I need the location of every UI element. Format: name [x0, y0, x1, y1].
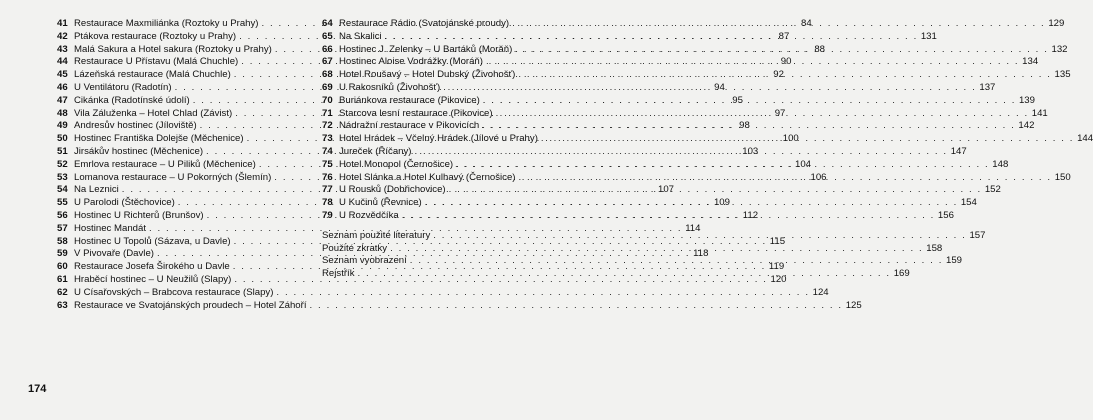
entry-number: 55	[57, 197, 68, 209]
entry-page: 124	[812, 286, 829, 298]
entry-number: 60	[57, 261, 68, 273]
entry-title: Cikánka (Radotínské údolí)	[74, 94, 190, 106]
entry-number: 63	[57, 299, 68, 311]
entry-page: 135	[1054, 69, 1071, 81]
entry-title: Restaurace Josefa Širokého u Davle	[74, 261, 230, 273]
entry-title: Hostinec J. Zelenky – U Bartáků (Morăň)	[339, 43, 513, 55]
toc-entry	[57, 286, 829, 300]
entry-number: 72	[322, 120, 333, 132]
entry-title: Lomanova restaurace – U Pokorných (Šlemín)	[74, 171, 272, 183]
entry-page: 148	[992, 158, 1009, 170]
entry-number: 42	[57, 30, 68, 42]
entry-title: U Císařovských – Brabcova restaurace (Slapy)	[74, 286, 274, 298]
entry-page: 147	[950, 145, 967, 157]
entry-number: 62	[57, 286, 68, 298]
entry-page: 131	[920, 30, 937, 42]
entry-title: Seznam vyobrazení	[322, 255, 407, 267]
dot-leader	[410, 255, 943, 268]
entry-title: Vila Záluženka – Hotel Chlad (Závist)	[74, 107, 233, 119]
dot-leader	[390, 243, 923, 256]
entry-page: 103	[742, 145, 759, 157]
entry-page: 107	[657, 184, 674, 196]
entry-number: 74	[322, 145, 333, 157]
entry-title: Hraběcí hostinec – U Neužilů (Slapy)	[74, 273, 232, 285]
dot-leader	[486, 56, 1019, 69]
entry-title: Hotel Slánka a Hotel Kulhavý (Černošice)	[339, 171, 516, 183]
dot-leader	[449, 184, 982, 197]
entry-number: 73	[322, 133, 333, 145]
entry-number: 61	[57, 273, 68, 285]
entry-page: 150	[1054, 171, 1071, 183]
entry-title: Hotel Hrádek – Včelný Hrádek (Jílové u Prahy)	[339, 133, 538, 145]
entry-number: 47	[57, 94, 68, 106]
entry-number: 44	[57, 56, 68, 68]
entry-number: 54	[57, 184, 68, 196]
entry-number: 64	[322, 18, 333, 29]
entry-page: 104	[795, 158, 812, 170]
entry-page: 118	[693, 248, 709, 260]
entry-title: Lázeňská restaurace (Malá Chuchle)	[74, 69, 231, 81]
entry-title: Restaurace Maxmiliánka (Roztoky u Prahy)	[74, 18, 259, 29]
entry-number: 79	[322, 209, 333, 221]
dot-leader	[482, 120, 1015, 133]
dot-leader	[310, 300, 843, 313]
entry-number: 65	[322, 30, 333, 42]
entry-title: Hostinec Mandát	[74, 222, 146, 234]
page-number: 174	[28, 383, 47, 395]
entry-title: U Rousků (Dobřichovice)	[339, 184, 446, 196]
entry-title: Použité zkratky	[322, 242, 388, 254]
dot-leader	[402, 210, 935, 223]
entry-page: 94	[714, 81, 725, 93]
entry-title: Hotel Roušavý – Hotel Dubský (Živohošť)	[339, 69, 516, 81]
entry-number: 52	[57, 158, 68, 170]
entry-number: 67	[322, 56, 333, 68]
entry-number: 59	[57, 248, 68, 260]
entry-page: 98	[739, 120, 750, 132]
entry-title: U Parolodi (Štěchovice)	[74, 197, 175, 209]
entry-number: 53	[57, 171, 68, 183]
entry-page: 144	[1077, 133, 1093, 145]
entry-page: 88	[814, 43, 826, 55]
entry-page: 114	[685, 222, 701, 234]
dot-leader	[518, 69, 1051, 82]
entry-page: 134	[1022, 56, 1039, 68]
entry-page: 125	[845, 299, 862, 311]
entry-title: Restaurace U Přístavu (Malá Chuchle)	[74, 56, 239, 68]
entry-title: Nádražní restaurace v Pikovicích	[339, 120, 480, 132]
entry-title: Hostinec U Topolů (Sázava, u Davle)	[74, 235, 231, 247]
entry-number: 50	[57, 133, 68, 145]
dot-leader	[519, 172, 1052, 185]
entry-title: Na Skalici	[339, 30, 382, 42]
entry-number: 51	[57, 145, 68, 157]
entry-number: 69	[322, 81, 333, 93]
section-gap	[322, 223, 574, 230]
entry-title: Restaurace ve Svatojánských proudech – Hotel Záhoří	[74, 299, 307, 311]
entry-number: 46	[57, 81, 68, 93]
entry-page: 159	[945, 255, 962, 267]
entry-page: 95	[732, 94, 743, 106]
entry-page: 152	[984, 184, 1001, 196]
entry-page: 106	[810, 171, 827, 183]
entry-title: Jureček (Říčany)	[339, 145, 412, 157]
dot-leader	[541, 133, 1074, 146]
entry-title: Na Leznici	[74, 184, 119, 196]
entry-number: 58	[57, 235, 68, 247]
entry-title: Ptákova restaurace (Roztoky u Prahy)	[74, 30, 237, 42]
entry-title: Hostinec U Richterů (Brunšov)	[74, 209, 204, 221]
entry-title: Andresův hostinec (Jíloviště)	[74, 120, 197, 132]
entry-title: Jirsákův hostinec (Měchenice)	[74, 145, 204, 157]
entry-page: 142	[1018, 120, 1035, 132]
entry-number: 56	[57, 209, 68, 221]
entry-page: 137	[979, 81, 996, 93]
entry-number: 75	[322, 158, 333, 170]
dot-leader	[512, 18, 1045, 31]
dot-leader	[276, 287, 809, 300]
dot-leader	[415, 146, 948, 159]
entry-number: 49	[57, 120, 68, 132]
toc-entry	[57, 299, 862, 313]
dot-leader	[358, 268, 891, 281]
entry-page: 90	[780, 56, 792, 68]
entry-number: 66	[322, 43, 333, 55]
entry-title: Restaurace Rádio (Svatojánské proudy)	[339, 18, 510, 29]
entry-number: 71	[322, 107, 333, 119]
entry-page: 139	[1018, 94, 1035, 106]
entry-page: 97	[774, 107, 786, 119]
entry-page: 158	[926, 242, 943, 254]
entry-number: 68	[322, 69, 333, 81]
entry-title: Seznam použité literatury	[322, 229, 431, 241]
entry-page: 129	[1048, 18, 1065, 29]
entry-number: 43	[57, 43, 68, 55]
entry-title: U Ventilátoru (Radotín)	[74, 81, 172, 93]
dot-leader	[433, 230, 966, 243]
entry-page: 156	[937, 209, 954, 221]
entry-title: Hostinec Františka Dolejše (Měchenice)	[74, 133, 244, 145]
entry-title: Hotel Monopol (Černošice)	[339, 158, 454, 170]
entry-title: U Rakosníků (Živohošť)	[339, 81, 441, 93]
entry-page: 92	[773, 69, 784, 81]
dot-leader	[443, 82, 976, 95]
entry-page: 169	[893, 268, 910, 280]
entry-title: Buriánkova restaurace (Pikovice)	[339, 94, 480, 106]
entry-title: U Rozvědčíka	[339, 209, 399, 221]
entry-page: 157	[969, 229, 986, 241]
entry-page: 141	[1031, 107, 1048, 119]
entry-page: 100	[782, 133, 799, 145]
entry-number: 76	[322, 171, 333, 183]
dot-leader	[496, 108, 1029, 121]
entry-number: 57	[57, 222, 68, 234]
entry-title: Malá Sakura a Hotel sakura (Roztoky u Prahy)	[74, 43, 272, 55]
dot-leader	[425, 197, 958, 210]
entry-page: 132	[1051, 43, 1068, 55]
entry-page: 87	[778, 30, 790, 42]
entry-title: Starcova lesní restaurace (Pikovice)	[339, 107, 493, 119]
entry-page: 84	[801, 18, 812, 29]
entry-page: 112	[742, 209, 759, 221]
entry-number: 77	[322, 184, 333, 196]
entry-number: 70	[322, 94, 333, 106]
entry-page: 115	[769, 235, 786, 247]
entry-title: Hostinec Aloise Vodrážky (Moráň)	[339, 56, 483, 68]
entry-title: Emrlova restaurace – U Piliků (Měchenice)	[74, 158, 256, 170]
dot-leader	[456, 159, 989, 172]
entry-number: 45	[57, 69, 68, 81]
entry-page: 154	[960, 197, 977, 209]
entry-title: V Pivovaře (Davle)	[74, 248, 154, 260]
dot-leader	[483, 95, 1016, 108]
dot-leader	[385, 31, 918, 44]
entry-page: 120	[770, 273, 787, 285]
entry-number: 48	[57, 107, 68, 119]
entry-title: U Kučinů (Řevnice)	[339, 197, 422, 209]
entry-page: 119	[768, 261, 785, 273]
entry-number: 78	[322, 197, 333, 209]
entry-number: 41	[57, 18, 68, 29]
dot-leader	[515, 44, 1048, 57]
entry-title: Rejstřík	[322, 268, 355, 280]
entry-page: 109	[713, 197, 730, 209]
